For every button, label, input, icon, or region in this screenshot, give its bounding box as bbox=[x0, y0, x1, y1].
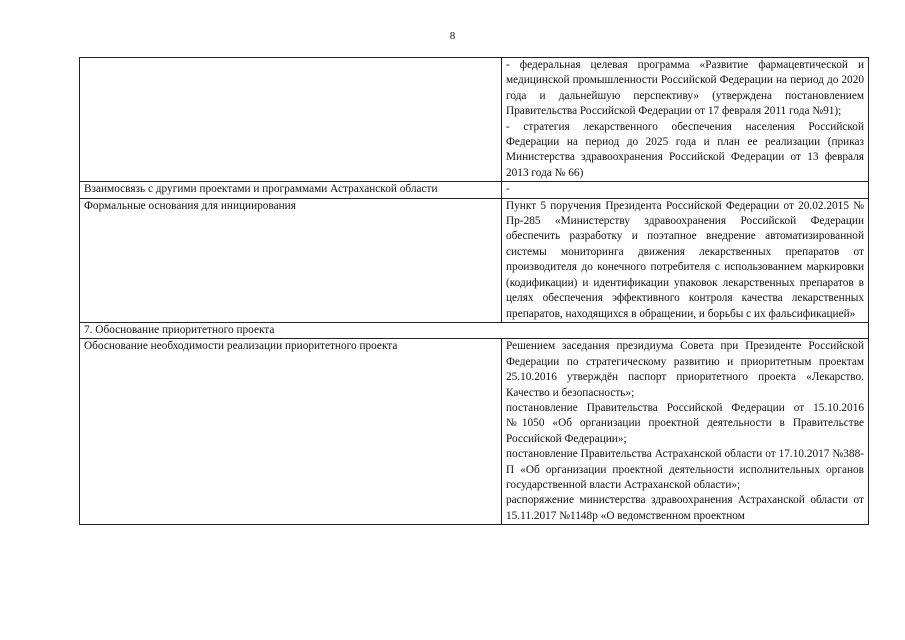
table-row bbox=[80, 58, 869, 182]
row-value bbox=[502, 58, 869, 182]
row-label: Взаимосвязь с другими проектами и программами Астраханской области bbox=[80, 182, 502, 198]
paragraph: постановление Правительства Астраханской области от 17.10.2017 №388-П «Об организации проектной деятельности исполнительных органов государственной власти Астраханской области»; bbox=[506, 448, 864, 491]
row-value bbox=[502, 182, 869, 198]
table-row bbox=[80, 339, 869, 525]
paragraph: Пункт 5 поручения Президента Российской Федерации от 20.02.2015 № Пр-285 «Министерству здравоохранения Российской Федерации обеспечить разработку и поэтапное внедрение автоматизированной системы мониторинга движения лекарственных препаратов от производителя до конечного потребителя с использованием маркировки (кодификации) и идентификации упаковок лекарственных препаратов в целях обеспечения эффективного контроля качества лекарственных препаратов, находящихся в обращении, и борьбы с их фальсификацией» bbox=[506, 199, 864, 320]
paragraph: - федеральная целевая программа «Развитие фармацевтической и медицинской промышленности Российской Федерации на период до 2020 года и дальнейшую перспективу» (утверждена постановлением Правительства Российской Федерации от 17 февраля 2011 года №91); bbox=[506, 59, 864, 118]
paragraph: - bbox=[506, 183, 510, 196]
paragraph: - стратегия лекарственного обеспечения населения Российской Федерации на период до 2025 года и план ее реализации (приказ Министерства здравоохранения Российской Федерации от 13 февраля 2013 года № 66) bbox=[506, 120, 864, 179]
section-header-row bbox=[80, 322, 869, 338]
row-label: Формальные основания для инициирования bbox=[80, 198, 502, 322]
row-value bbox=[502, 198, 869, 322]
row-label: Обоснование необходимости реализации приоритетного проекта bbox=[80, 339, 502, 525]
page-number: 8 bbox=[449, 30, 456, 42]
row-label bbox=[80, 58, 502, 182]
section-header: 7. Обоснование приоритетного проекта bbox=[80, 322, 869, 338]
table-row bbox=[80, 198, 869, 322]
paragraph: Решением заседания президиума Совета при Президенте Российской Федерации по стратегическому развитию и приоритетным проектам 25.10.2016 утверждён паспорт приоритетного проекта «Лекарство. Качество и безопасность»; bbox=[506, 340, 864, 399]
table-row bbox=[80, 182, 869, 198]
paragraph: распоряжение министерства здравоохранения Астраханской области от 15.11.2017 №1148р «О ведомственном проектном bbox=[506, 494, 864, 522]
row-value bbox=[502, 339, 869, 525]
document-table bbox=[79, 57, 869, 525]
paragraph: постановление Правительства Российской Федерации от 15.10.2016 №1050 «Об организации проектной деятельности в Правительстве Российской Федерации»; bbox=[506, 401, 864, 445]
